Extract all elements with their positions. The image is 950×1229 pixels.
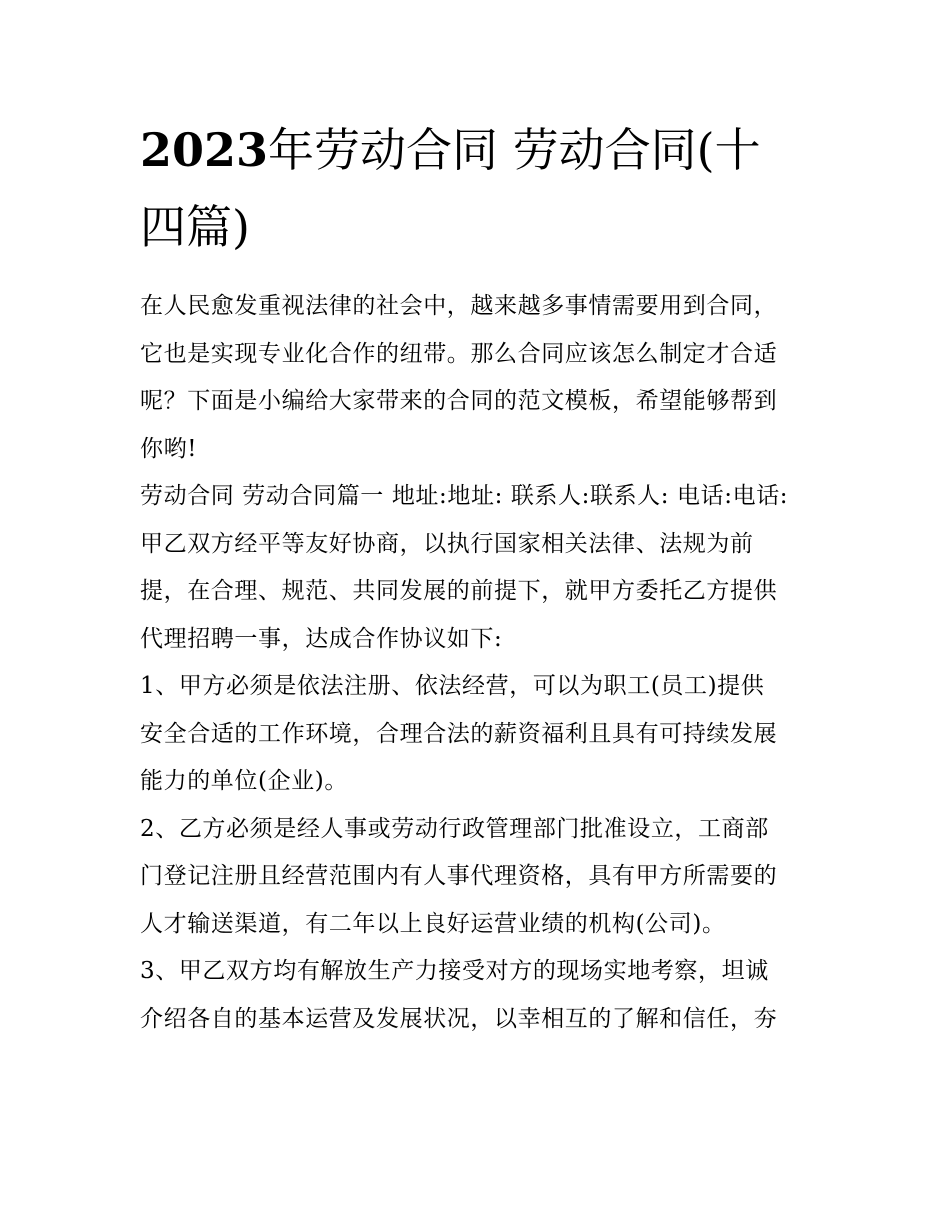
body-line: 人才输送渠道，有二年以上良好运营业绩的机构(公司)。: [140, 910, 726, 937]
body-line: 代理招聘一事，达成合作协议如下:: [140, 625, 503, 652]
body-line: 1、甲方必须是依法注册、依法经营，可以为职工(员工)提供: [140, 673, 765, 699]
body-line: 2、乙方必须是经人事或劳动行政管理部门批准设立，工商部: [140, 815, 769, 842]
body-line: 劳动合同 劳动合同篇一 地址:地址: 联系人:联系人: 电话:电话:: [140, 483, 789, 509]
title-line2: 四篇): [140, 200, 250, 254]
body-line: 提，在合理、规范、共同发展的前提下，就甲方委托乙方提供: [140, 578, 778, 604]
body-line: 你哟!: [140, 435, 198, 462]
body-line: 能力的单位(企业)。: [140, 768, 348, 794]
document-title: [140, 112, 820, 266]
body-line: 门登记注册且经营范围内有人事代理资格，具有甲方所需要的: [140, 863, 778, 889]
title-year: 2023: [140, 123, 269, 177]
body-line: 在人民愈发重视法律的社会中，越来越多事情需要用到合同，: [140, 293, 778, 319]
body-line: 介绍各自的基本运营及发展状况，以幸相互的了解和信任，夯: [140, 1005, 778, 1032]
body-line: 安全合适的工作环境，合理合法的薪资福利且具有可持续发展: [140, 720, 778, 747]
document-body: [140, 283, 820, 1043]
title-line1-rest: 年劳动合同 劳动合同(十: [268, 123, 761, 177]
body-line: 它也是实现专业化合作的纽带。那么合同应该怎么制定才合适: [140, 340, 778, 367]
body-line: 呢？下面是小编给大家带来的合同的范文模板，希望能够帮到: [140, 388, 778, 414]
body-line: 甲乙双方经平等友好协商，以执行国家相关法律、法规为前: [140, 530, 754, 557]
body-line: 3、甲乙双方均有解放生产力接受对方的现场实地考察，坦诚: [140, 958, 769, 984]
